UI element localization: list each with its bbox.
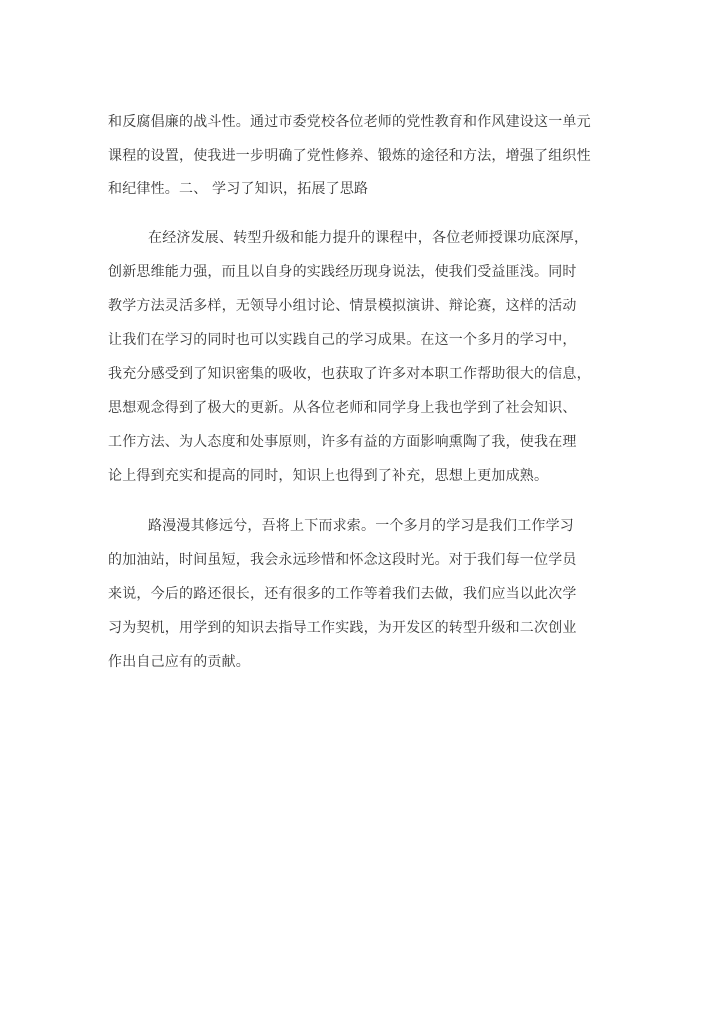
paragraph-3-line-2: 的加油站，时间虽短，我会永远珍惜和怀念这段时光。对于我们每一位学员 — [108, 552, 577, 568]
paragraph-2-line-8: 论上得到充实和提高的同时，知识上也得到了补充，思想上更加成熟。 — [108, 468, 549, 484]
paragraph-3-line-4: 习为契机，用学到的知识去指导工作实践，为开发区的转型升级和二次创业 — [108, 620, 577, 636]
paragraph-3-line-1: 路漫漫其修远兮，吾将上下而求索。一个多月的学习是我们工作学习 — [148, 518, 574, 534]
paragraph-2-line-6: 思想观念得到了极大的更新。从各位老师和同学身上我也学到了社会知识、 — [108, 400, 577, 416]
paragraph-2-line-3: 教学方法灵活多样，无领导小组讨论、情景模拟演讲、辩论赛，这样的活动 — [108, 298, 577, 314]
paragraph-2-line-1: 在经济发展、转型升级和能力提升的课程中，各位老师授课功底深厚， — [148, 230, 589, 246]
paragraph-2-line-2: 创新思维能力强，而且以自身的实践经历现身说法，使我们受益匪浅。同时 — [108, 264, 577, 280]
paragraph-1-line-2: 课程的设置，使我进一步明确了党性修养、锻炼的途径和方法，增强了组织性 — [108, 148, 591, 164]
paragraph-1-line-1: 和反腐倡廉的战斗性。通过市委党校各位老师的党性教育和作风建设这一单元 — [108, 114, 591, 130]
paragraph-2-line-4: 让我们在学习的同时也可以实践自己的学习成果。在这一个多月的学习中， — [108, 332, 577, 348]
paragraph-3-line-3: 来说，今后的路还很长，还有很多的工作等着我们去做，我们应当以此次学 — [108, 586, 577, 602]
paragraph-2-line-5: 我充分感受到了知识密集的吸收，也获取了许多对本职工作帮助很大的信息， — [108, 366, 591, 382]
paragraph-1-line-3: 和纪律性。二、 学习了知识，拓展了思路 — [108, 181, 369, 197]
paragraph-2-line-7: 工作方法、为人态度和处事原则，许多有益的方面影响熏陶了我，使我在理 — [108, 434, 577, 450]
paragraph-3-line-5: 作出自己应有的贡献。 — [108, 654, 250, 670]
